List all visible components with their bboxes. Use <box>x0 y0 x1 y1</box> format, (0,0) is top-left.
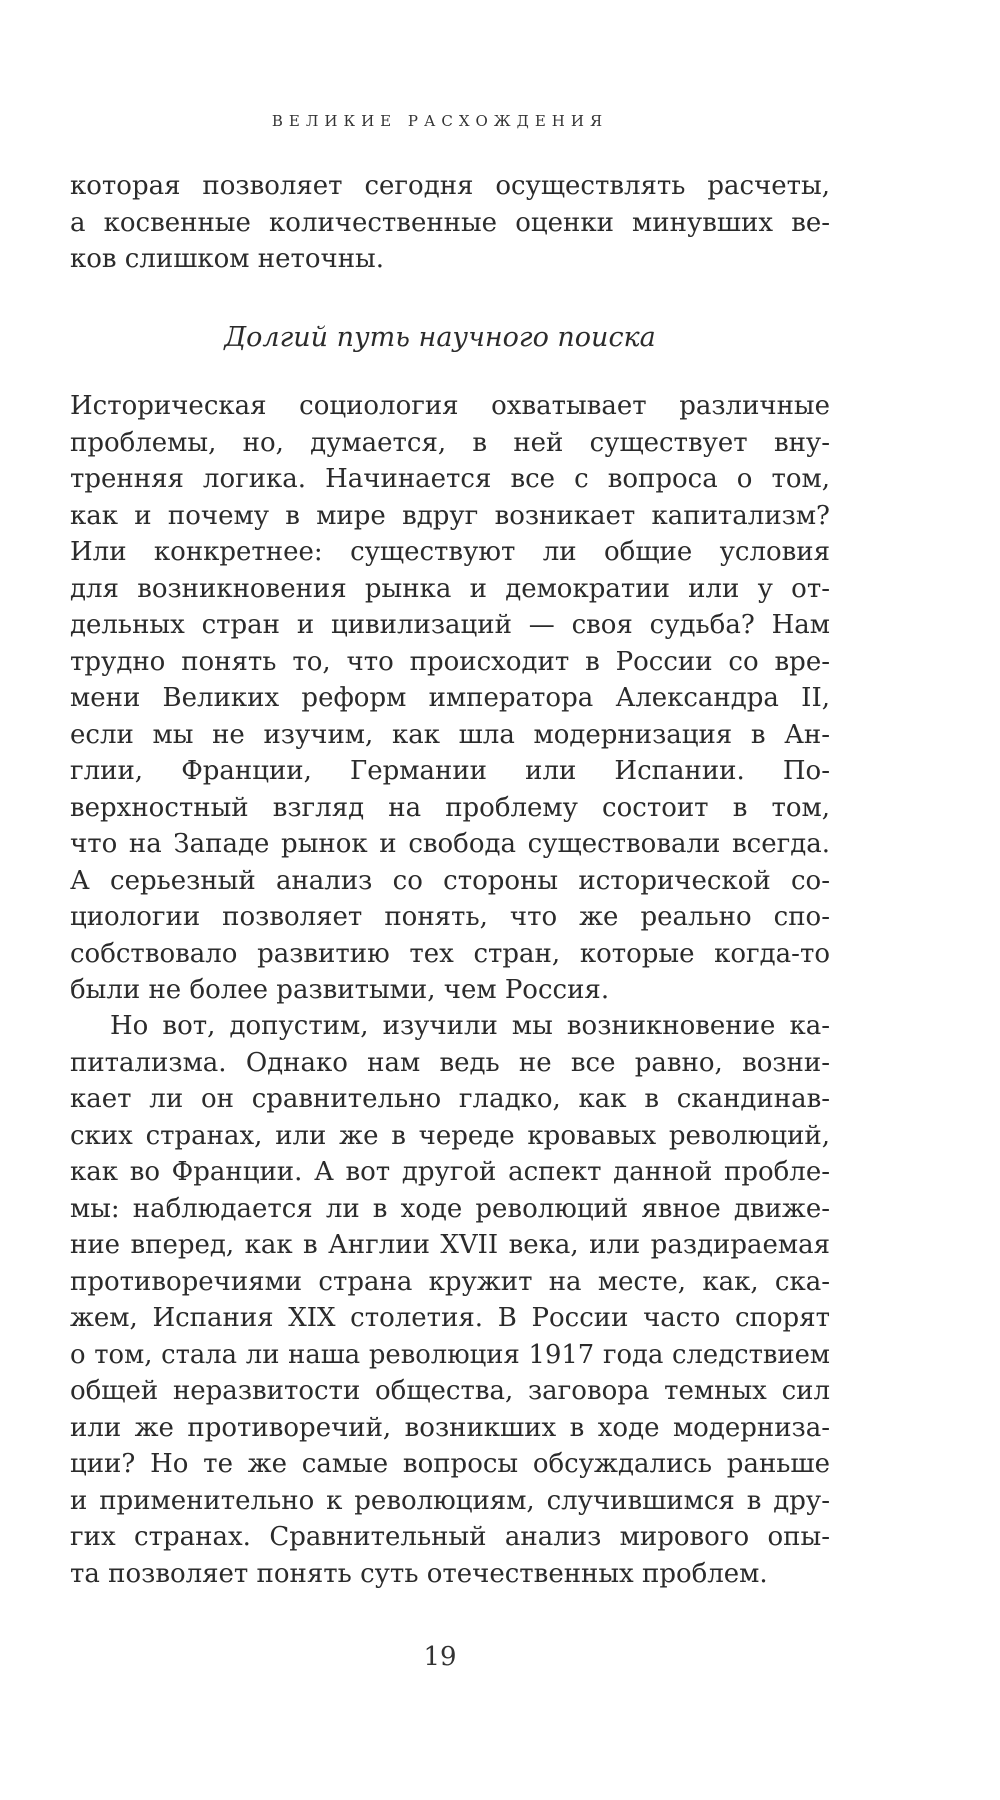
running-head: ВЕЛИКИЕ РАСХОЖДЕНИЯ <box>271 112 609 130</box>
text-line: которая позволяет сегодня осуществлять расчеты, <box>70 171 830 201</box>
page-number: 19 <box>423 1642 457 1672</box>
text-line: собствовало развитию тех стран, которые когда-то <box>70 938 830 969</box>
text-line: гих странах. Сравнительный анализ мирового опы- <box>70 1522 830 1552</box>
text-line: общей неразвитости общества, заговора темных сил <box>70 1376 830 1406</box>
intro-text <box>70 168 830 278</box>
text-line: и применительно к революциям, случившимся в дру- <box>70 1485 830 1516</box>
text-line: если мы не изучим, как шла модернизация в Ан- <box>70 719 830 750</box>
text-line: проблемы, но, думается, в ней существует вну- <box>70 427 830 458</box>
text-line: как и почему в мире вдруг возникает капитализм? <box>70 500 830 531</box>
text-line: глии, Франции, Германии или Испании. По- <box>70 756 830 786</box>
text-line: для возникновения рынка и демократии или у от- <box>70 573 830 604</box>
text-line: питализма. Однако нам ведь не все равно, возни- <box>70 1047 830 1078</box>
paragraph-1 <box>70 388 830 1009</box>
text-line: мы: наблюдается ли в ходе революций явное движе- <box>70 1193 830 1224</box>
text-line: трудно понять то, что происходит в России со вре- <box>70 646 830 677</box>
text-line: дельных стран и цивилизаций — своя судьба? Нам <box>70 610 830 640</box>
text-line: тренняя логика. Начинается все с вопроса о том, <box>70 464 830 494</box>
text-line: ции? Но те же самые вопросы обсуждались раньше <box>70 1449 830 1479</box>
section-heading: Долгий путь научного поиска <box>224 322 656 353</box>
text-line: ков слишком неточны. <box>70 244 385 274</box>
text-line: верхностный взгляд на проблему состоит в том, <box>70 792 830 823</box>
text-line: жем, Испания XIX столетия. В России часто спорят <box>70 1303 830 1333</box>
text-line: мени Великих реформ императора Александра II, <box>70 683 830 713</box>
text-line: о том, стала ли наша революция 1917 года следствием <box>70 1339 830 1370</box>
text-line: что на Западе рынок и свобода существовали всегда. <box>70 829 830 859</box>
paragraph-2 <box>70 1008 830 1592</box>
text-line: кает ли он сравнительно гладко, как в скандинав- <box>70 1084 830 1114</box>
text-line: А серьезный анализ со стороны исторической со- <box>70 865 830 896</box>
text-line: циологии позволяет понять, что же реально спо- <box>70 902 830 932</box>
text-line: или же противоречий, возникших в ходе модерниза- <box>70 1412 830 1443</box>
text-line: противоречиями страна кружит на месте, как, ска- <box>70 1266 830 1297</box>
text-line: Или конкретнее: существуют ли общие условия <box>70 537 830 567</box>
text-line: ние вперед, как в Англии XVII века, или раздираемая <box>70 1230 830 1260</box>
text-line: та позволяет понять суть отечественных проблем. <box>70 1558 768 1589</box>
text-line: Историческая социология охватывает различные <box>70 391 830 421</box>
text-line: а косвенные количественные оценки минувших ве- <box>70 207 830 238</box>
text-line: Но вот, допустим, изучили мы возникновение ка- <box>110 1011 830 1041</box>
text-line: ских странах, или же в череде кровавых революций, <box>70 1120 830 1151</box>
text-line: были не более развитыми, чем Россия. <box>70 975 610 1005</box>
text-line: как во Франции. А вот другой аспект данной пробле- <box>70 1157 830 1187</box>
